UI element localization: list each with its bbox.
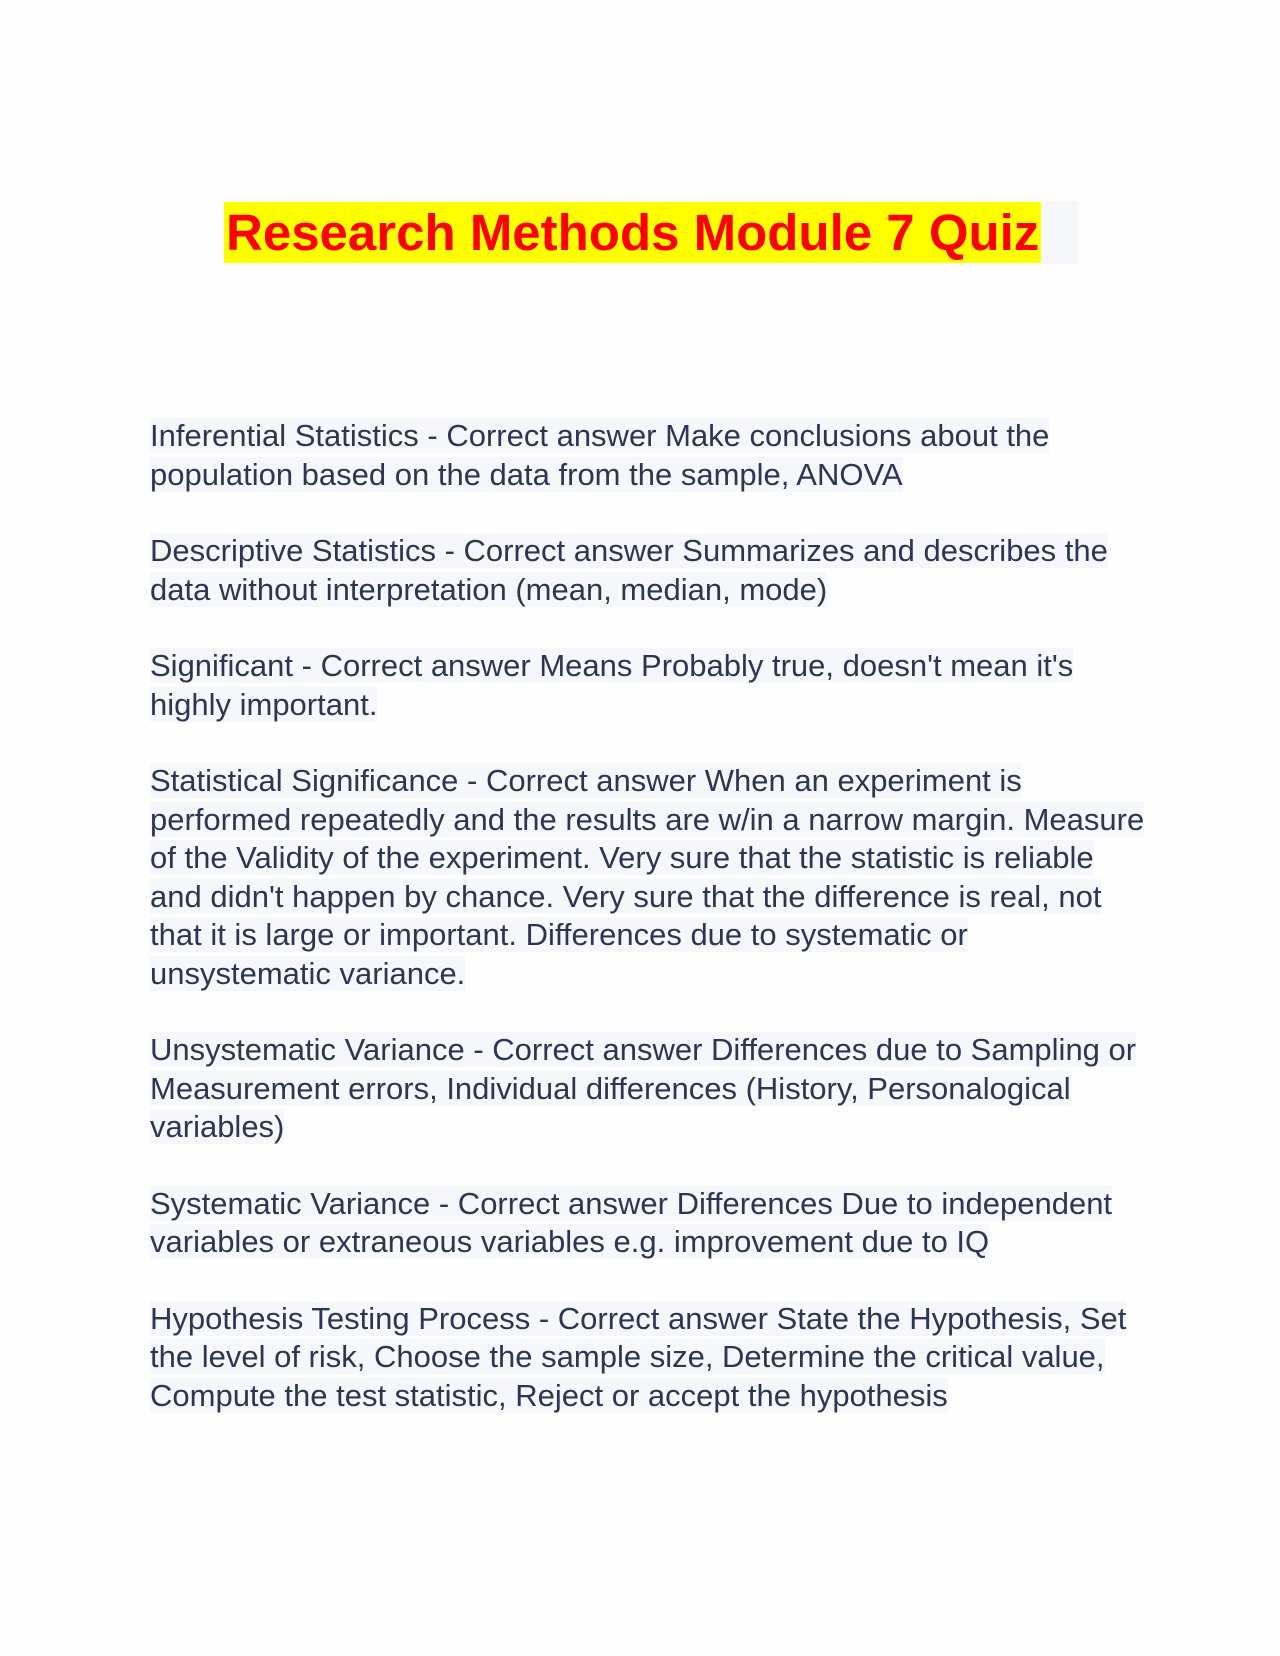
quiz-entry-text: Hypothesis Testing Process - Correct answer State the Hypothesis, Set the level of risk, Choose the sample size, Determine the critical value, Compute the test statistic, Reject or accept the hypothesis	[150, 1300, 1127, 1413]
title-highlight-tail	[1041, 201, 1078, 264]
quiz-entry	[150, 762, 1150, 993]
page-title: Research Methods Module 7 Quiz	[226, 204, 1040, 261]
quiz-entry	[150, 1300, 1150, 1416]
quiz-entry-text: Inferential Statistics - Correct answer Make conclusions about the population based on the data from the sample, ANOVA	[150, 418, 1050, 492]
quiz-entry-text: Systematic Variance - Correct answer Differences Due to independent variables or extraneous variables e.g. improvement due to IQ	[150, 1185, 1113, 1259]
quiz-entry	[150, 1185, 1150, 1262]
quiz-entry	[150, 532, 1150, 609]
quiz-entry-text: Statistical Significance - Correct answer When an experiment is performed repeatedly and the results are w/in a narrow margin. Measure of the Validity of the experiment. Very sure that the statistic is reliable and didn't happen by chance. Very sure that the difference is real, not that it is large or important. Differences due to systematic or unsystematic variance.	[150, 763, 1145, 991]
title-block	[224, 201, 1078, 264]
quiz-entry	[150, 1031, 1150, 1147]
quiz-entry-text: Unsystematic Variance - Correct answer Differences due to Sampling or Measurement errors, Individual differences (History, Personalogical variables)	[150, 1032, 1137, 1144]
quiz-entry	[150, 417, 1150, 494]
quiz-entry-text: Descriptive Statistics - Correct answer Summarizes and describes the data without interpretation (mean, median, mode)	[150, 533, 1108, 607]
quiz-entry	[150, 647, 1150, 724]
quiz-entry-text: Significant - Correct answer Means Probably true, doesn't mean it's highly important.	[150, 648, 1074, 722]
quiz-entries	[150, 417, 1150, 1453]
